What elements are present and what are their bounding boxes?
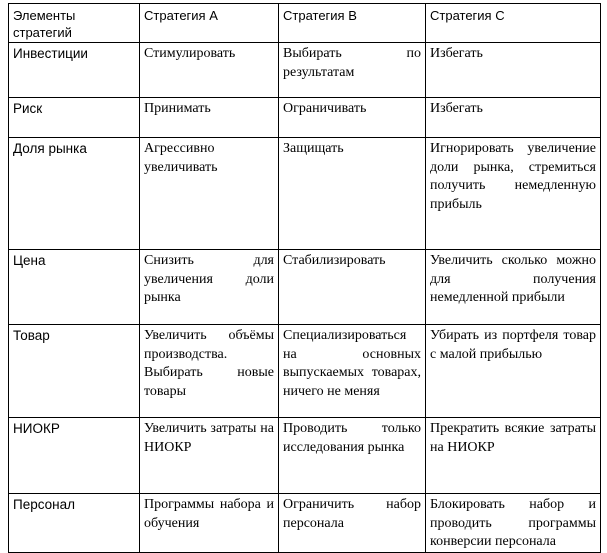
row-label-rnd: НИОКР (9, 418, 140, 494)
row-label-product: Товар (9, 325, 140, 418)
row-label-investments: Инвестиции (9, 43, 140, 98)
cell-b: Ограничить набор персонала (279, 494, 426, 553)
cell-a: Принимать (140, 98, 279, 138)
cell-b: Проводить только исследования рынка (279, 418, 426, 494)
cell-b: Стабилизировать (279, 250, 426, 325)
header-strategy-b: Стратегия B (279, 4, 426, 43)
cell-a: Программы набора и обучения (140, 494, 279, 553)
table-row (9, 494, 601, 553)
cell-a: Агрессивно увеличивать (140, 138, 279, 250)
cell-b: Специализироваться на основных выпускаемых товарах, ничего не меняя (279, 325, 426, 418)
cell-b: Защищать (279, 138, 426, 250)
row-label-market-share: Доля рынка (9, 138, 140, 250)
table-row (9, 418, 601, 494)
cell-c: Убирать из портфеля товар с малой прибылью (426, 325, 601, 418)
cell-c: Избегать (426, 98, 601, 138)
table-row (9, 250, 601, 325)
cell-c: Блокировать набор и проводить программы конверсии персонала (426, 494, 601, 553)
header-strategy-c: Стратегия C (426, 4, 601, 43)
cell-a: Снизить для увеличения доли рынка (140, 250, 279, 325)
table-row (9, 325, 601, 418)
row-label-staff: Персонал (9, 494, 140, 553)
cell-a: Стимулировать (140, 43, 279, 98)
header-strategy-a: Стратегия A (140, 4, 279, 43)
cell-c: Избегать (426, 43, 601, 98)
strategy-comparison-table (8, 3, 601, 553)
cell-c: Прекратить всякие затраты на НИОКР (426, 418, 601, 494)
cell-c: Увеличить сколько можно для получения немедленной прибыли (426, 250, 601, 325)
header-elements: Элементы стратегий (9, 4, 140, 43)
cell-a: Увеличить затраты на НИОКР (140, 418, 279, 494)
row-label-risk: Риск (9, 98, 140, 138)
cell-b: Ограничивать (279, 98, 426, 138)
cell-c: Игнорировать увеличение доли рынка, стремиться получить немедленную прибыль (426, 138, 601, 250)
cell-b: Выбирать по результатам (279, 43, 426, 98)
table-row (9, 138, 601, 250)
row-label-price: Цена (9, 250, 140, 325)
table-row (9, 43, 601, 98)
cell-a: Увеличить объёмы производства. Выбирать новые товары (140, 325, 279, 418)
table-row (9, 98, 601, 138)
table-header-row (9, 4, 601, 43)
